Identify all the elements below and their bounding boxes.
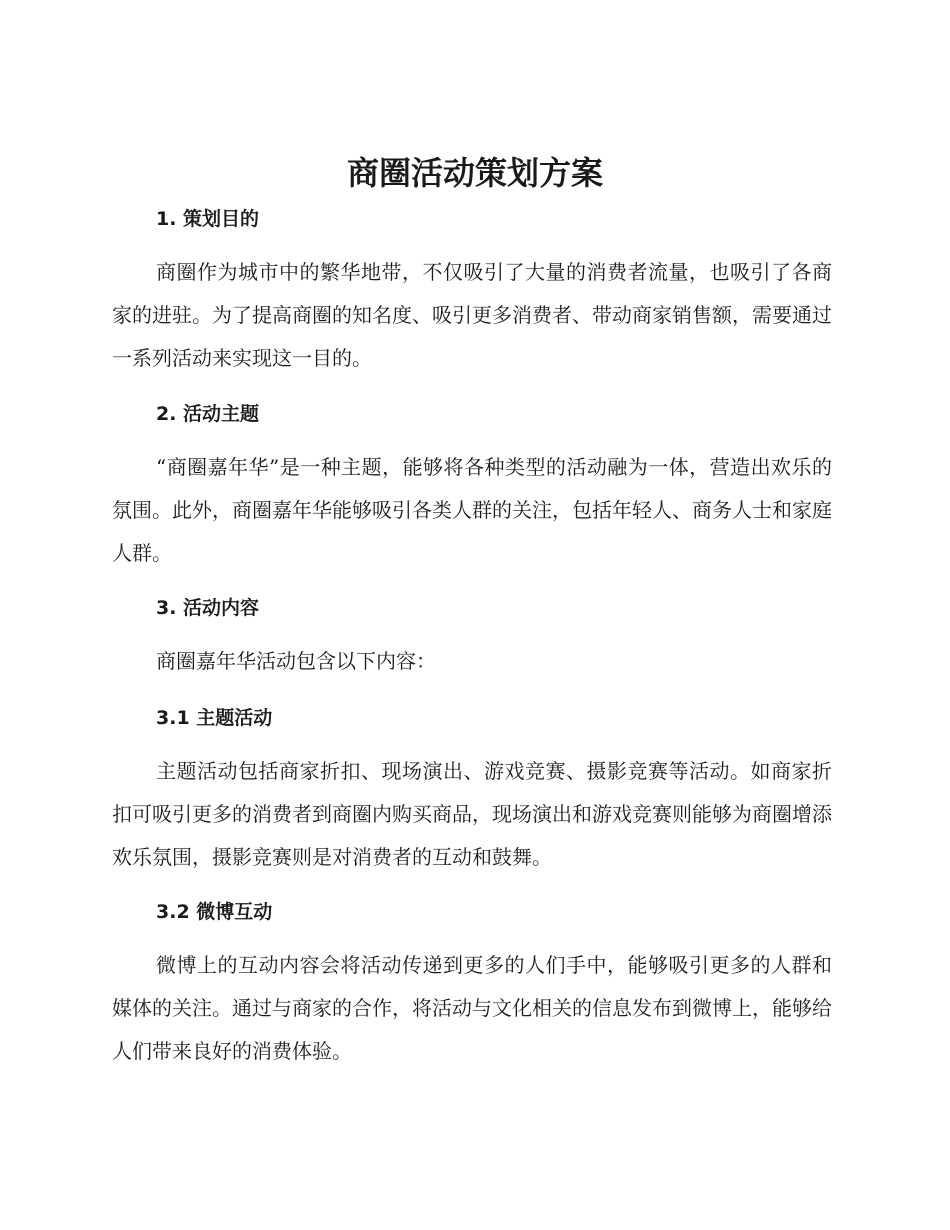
section-paragraph-content: 商圈嘉年华活动包含以下内容：	[156, 649, 436, 673]
section-heading-theme-activities: 3.1 主题活动	[156, 707, 273, 729]
page-title: 商圈活动策划方案	[346, 154, 603, 192]
section-heading-weibo: 3.2 微博互动	[156, 901, 273, 923]
section-paragraph-theme: “商圈嘉年华”是一种主题，能够将各种类型的活动融为一体，营造出欢乐的氛围。此外，商圈嘉年华能够吸引各类人群的关注，包括年轻人、商务人士和家庭人群。	[112, 455, 832, 565]
section-paragraph-purpose: 商圈作为城市中的繁华地带，不仅吸引了大量的消费者流量，也吸引了各商家的进驻。为了提高商圈的知名度、吸引更多消费者、带动商家销售额，需要通过一系列活动来实现这一目的。	[112, 260, 832, 370]
section-heading-content: 3. 活动内容	[156, 597, 260, 619]
section-paragraph-theme-activities: 主题活动包括商家折扣、现场演出、游戏竞赛、摄影竞赛等活动。如商家折扣可吸引更多的消费者到商圈内购买商品，现场演出和游戏竞赛则能够为商圈增添欢乐氛围，摄影竞赛则是对消费者的互动和鼓舞。	[112, 759, 832, 869]
section-heading-theme: 2. 活动主题	[156, 403, 260, 425]
section-paragraph-weibo: 微博上的互动内容会将活动传递到更多的人们手中，能够吸引更多的人群和媒体的关注。通过与商家的合作，将活动与文化相关的信息发布到微博上，能够给人们带来良好的消费体验。	[112, 953, 832, 1063]
section-heading-purpose: 1. 策划目的	[156, 208, 260, 230]
